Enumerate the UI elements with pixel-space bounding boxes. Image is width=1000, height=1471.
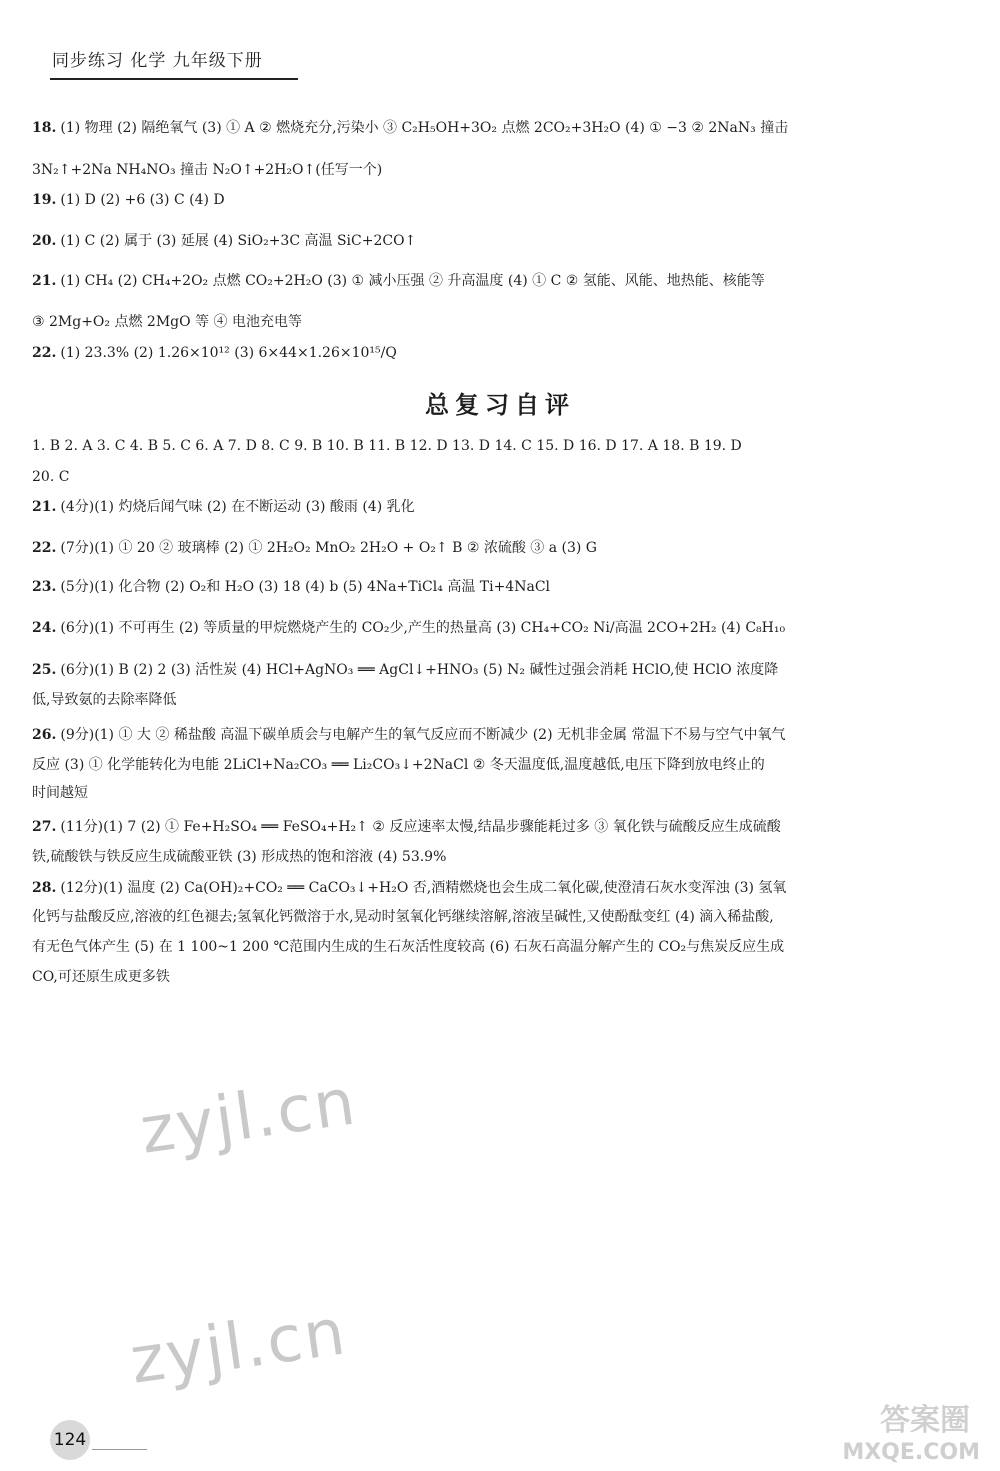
question-number: 20.: [32, 233, 57, 249]
answer-line: [32, 878, 962, 898]
answer-text: 低,导致氨的去除率降低: [32, 692, 177, 708]
answer-text: (1) 物理 (2) 隔绝氧气 (3) ① A ② 燃烧充分,污染小 ③ C₂H₅OH+3O₂ 点燃 2CO₂+3H₂O (4) ① −3 ② 2NaN₃ 撞击: [60, 120, 789, 136]
watermark-2: zyjl.cn: [125, 1295, 352, 1399]
answer-text: (4分)(1) 灼烧后闻气味 (2) 在不断运动 (3) 酸雨 (4) 乳化: [60, 499, 415, 515]
question-number: 21.: [32, 499, 57, 515]
question-number: 24.: [32, 620, 57, 636]
answer-line: [32, 967, 962, 987]
answer-line: [32, 436, 962, 456]
question-number: 25.: [32, 662, 57, 678]
answer-line: [32, 847, 962, 867]
answer-text: 有无色气体产生 (5) 在 1 100~1 200 ℃范围内生成的生石灰活性度较高 (6) 石灰石高温分解产生的 CO₂与焦炭反应生成: [32, 939, 785, 955]
answer-text: (6分)(1) B (2) 2 (3) 活性炭 (4) HCl+AgNO₃ ══ AgCl↓+HNO₃ (5) N₂ 碱性过强会消耗 HClO,使 HClO 浓度降: [60, 662, 779, 678]
answer-line: [32, 817, 962, 837]
answer-text: (1) 23.3% (2) 1.26×10¹² (3) 6×44×1.26×10¹⁵/Q: [60, 345, 397, 361]
answer-text: CO,可还原生成更多铁: [32, 969, 170, 985]
answer-text: (1) D (2) +6 (3) C (4) D: [60, 192, 225, 208]
question-number: 22.: [32, 345, 57, 361]
answer-line: [32, 937, 962, 957]
answer-line: [32, 118, 962, 138]
answer-text: ③ 2Mg+O₂ 点燃 2MgO 等 ④ 电池充电等: [32, 314, 302, 330]
answer-line: [32, 343, 962, 363]
page-number-rule: [92, 1449, 147, 1450]
corner-url: MXQE.COM: [842, 1440, 980, 1465]
answer-text: (5分)(1) 化合物 (2) O₂和 H₂O (3) 18 (4) b (5) 4Na+TiCl₄ 高温 Ti+4NaCl: [60, 579, 551, 595]
answer-text: (9分)(1) ① 大 ② 稀盐酸 高温下碳单质会与电解产生的氧气反应而不断减少 (2) 无机非金属 常温下不易与空气中氧气: [60, 727, 786, 743]
answer-text: (7分)(1) ① 20 ② 玻璃棒 (2) ① 2H₂O₂ MnO₂ 2H₂O + O₂↑ B ② 浓硫酸 ③ a (3) G: [60, 540, 597, 556]
answer-line: [32, 497, 962, 517]
question-number: 21.: [32, 273, 57, 289]
answer-line: [32, 783, 962, 803]
answer-text: (11分)(1) 7 (2) ① Fe+H₂SO₄ ══ FeSO₄+H₂↑ ② 反应速率太慢,结晶步骤能耗过多 ③ 氧化铁与硫酸反应生成硫酸: [60, 819, 781, 835]
answer-text: 反应 (3) ① 化学能转化为电能 2LiCl+Na₂CO₃ ══ Li₂CO₃↓+2NaCl ② 冬天温度低,温度越低,电压下降到放电终止的: [32, 757, 765, 773]
question-number: 22.: [32, 540, 57, 556]
answer-line: [32, 660, 962, 680]
answer-line: [32, 467, 962, 487]
watermark-1: zyjl.cn: [135, 1065, 362, 1169]
answer-line: [32, 907, 962, 927]
answer-line: [32, 538, 962, 558]
question-number: 28.: [32, 880, 57, 896]
answer-line: [32, 231, 962, 251]
answer-line: [32, 271, 962, 291]
answer-line: [32, 160, 962, 180]
answer-line: [32, 755, 962, 775]
answer-text: 3N₂↑+2Na NH₄NO₃ 撞击 N₂O↑+2H₂O↑(任写一个): [32, 162, 383, 178]
answer-line: [32, 618, 962, 638]
answer-text: 时间越短: [32, 785, 88, 801]
answer-text: (1) C (2) 属于 (3) 延展 (4) SiO₂+3C 高温 SiC+2CO↑: [60, 233, 417, 249]
header-rule: [50, 78, 298, 80]
answer-text: 1. B 2. A 3. C 4. B 5. C 6. A 7. D 8. C 9. B 10. B 11. B 12. D 13. D 14. C 15. D 16. D 17. A 18. B 19. D: [32, 438, 742, 454]
corner-logo: 答案圈: [880, 1403, 970, 1438]
answer-line: [32, 190, 962, 210]
answer-text: 化钙与盐酸反应,溶液的红色褪去;氢氧化钙微溶于水,晃动时氢氧化钙继续溶解,溶液呈碱性,又使酚酞变红 (4) 滴入稀盐酸,: [32, 909, 774, 925]
answer-line: [32, 690, 962, 710]
question-number: 27.: [32, 819, 57, 835]
running-header: 同步练习 化学 九年级下册: [52, 51, 263, 71]
question-number: 26.: [32, 727, 57, 743]
section-title: 总复习自评: [425, 391, 575, 419]
question-number: 18.: [32, 120, 57, 136]
question-number: 19.: [32, 192, 57, 208]
answer-text: (6分)(1) 不可再生 (2) 等质量的甲烷燃烧产生的 CO₂少,产生的热量高 (3) CH₄+CO₂ Ni/高温 2CO+2H₂ (4) C₈H₁₀: [60, 620, 786, 636]
answer-text: 铁,硫酸铁与铁反应生成硫酸亚铁 (3) 形成热的饱和溶液 (4) 53.9%: [32, 849, 447, 865]
answer-line: [32, 577, 962, 597]
answer-text: (1) CH₄ (2) CH₄+2O₂ 点燃 CO₂+2H₂O (3) ① 减小压强 ② 升高温度 (4) ① C ② 氢能、风能、地热能、核能等: [60, 273, 765, 289]
question-number: 23.: [32, 579, 57, 595]
answer-text: (12分)(1) 温度 (2) Ca(OH)₂+CO₂ ══ CaCO₃↓+H₂O 否,酒精燃烧也会生成二氧化碳,使澄清石灰水变浑浊 (3) 氢氧: [60, 880, 787, 896]
answer-text: 20. C: [32, 469, 70, 485]
answer-line: [32, 725, 962, 745]
page-number: 124: [50, 1420, 90, 1460]
answer-line: [32, 312, 962, 332]
